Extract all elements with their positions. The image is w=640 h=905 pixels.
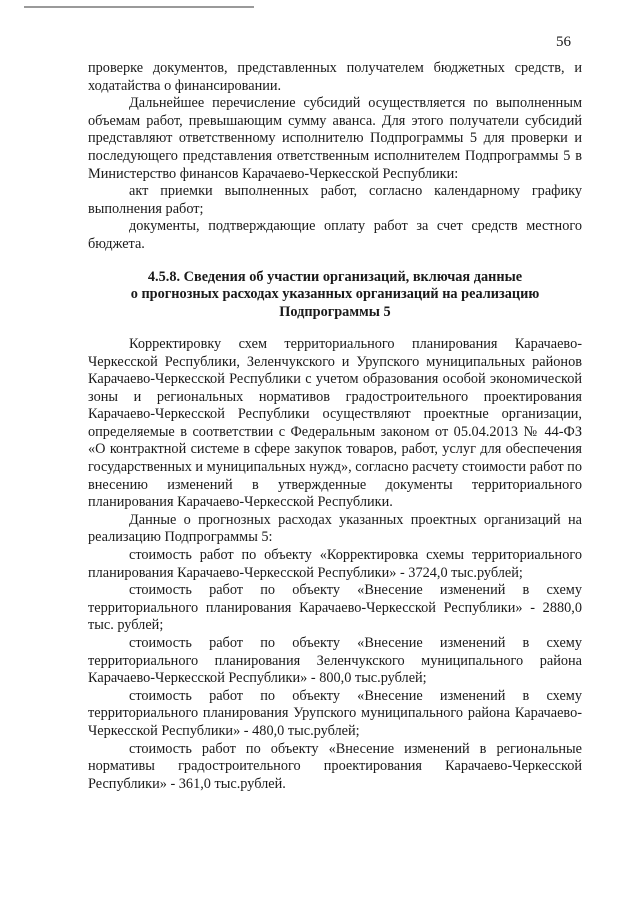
paragraph: документы, подтверждающие оплату работ за счет средств местного бюджета.	[88, 218, 582, 252]
paragraph: стоимость работ по объекту «Корректировка схемы территориального планирования Карачаево-Черкесской Республики» - 3724,0 тыс.рублей;	[88, 547, 582, 581]
paragraph: акт приемки выполненных работ, согласно календарному графику выполнения работ;	[88, 183, 582, 217]
paragraph: Дальнейшее перечисление субсидий осуществляется по выполненным объемам работ, превышающим сумму аванса. Для этого получатели субсидий представляют ответственному исполнителю Подпрограммы 5 для проверки и последующего представления ответственным исполнителем Подпрограммы 5 в Министерство финансов Карачаево-Черкесской Республики:	[88, 95, 582, 182]
page-number: 56	[556, 34, 571, 50]
paragraph: стоимость работ по объекту «Внесение изменений в схему территориального планирования Урупского муниципального района Карачаево-Черкесской Республики» - 480,0 тыс.рублей;	[88, 687, 582, 739]
paragraph: Данные о прогнозных расходах указанных проектных организаций на реализацию Подпрограммы 5:	[88, 511, 582, 546]
section-heading	[88, 269, 582, 322]
section-heading-line-3: Подпрограммы 5	[279, 304, 391, 321]
paragraph: стоимость работ по объекту «Внесение изменений в схему территориального планирования Зеленчукского муниципального района Карачаево-Черкесской Республики» - 800,0 тыс.рублей;	[88, 635, 582, 687]
paragraph: стоимость работ по объекту «Внесение изменений в региональные нормативы градостроительного проектирования Карачаево-Черкесской Республики» - 361,0 тыс.рублей.	[88, 740, 582, 792]
paragraph: Корректировку схем территориального планирования Карачаево-Черкесской Республики, Зеленчукского и Урупского муниципальных районов Карачаево-Черкесской Республики с учетом образования особой экономической зоны и региональных нормативов градостроительного проектирования Карачаево-Черкесской Республики осуществляют проектные организации, определяемые в соответствии с Федеральным законом от 05.04.2013 № 44-ФЗ «О контрактной системе в сфере закупок товаров, работ, услуг для обеспечения государственных и муниципальных нужд», согласно расчету стоимости работ по внесению изменений в утвержденные документы территориального планирования Карачаево-Черкесской Республики.	[88, 335, 582, 511]
paragraphs-before-heading	[88, 60, 582, 254]
section-heading-line-1: 4.5.8. Сведения об участии организаций, включая данные	[147, 268, 523, 285]
paragraph: проверке документов, представленных получателем бюджетных средств, и ходатайства о финансировании.	[88, 60, 582, 94]
document-body	[88, 60, 582, 793]
section-heading-line-2: о прогнозных расходах указанных организаций на реализацию	[130, 286, 540, 303]
paragraph: стоимость работ по объекту «Внесение изменений в схему территориального планирования Карачаево-Черкесской Республики» - 2880,0 тыс. рублей;	[88, 582, 582, 634]
scan-edge-line	[24, 6, 254, 8]
paragraphs-after-heading	[88, 336, 582, 793]
